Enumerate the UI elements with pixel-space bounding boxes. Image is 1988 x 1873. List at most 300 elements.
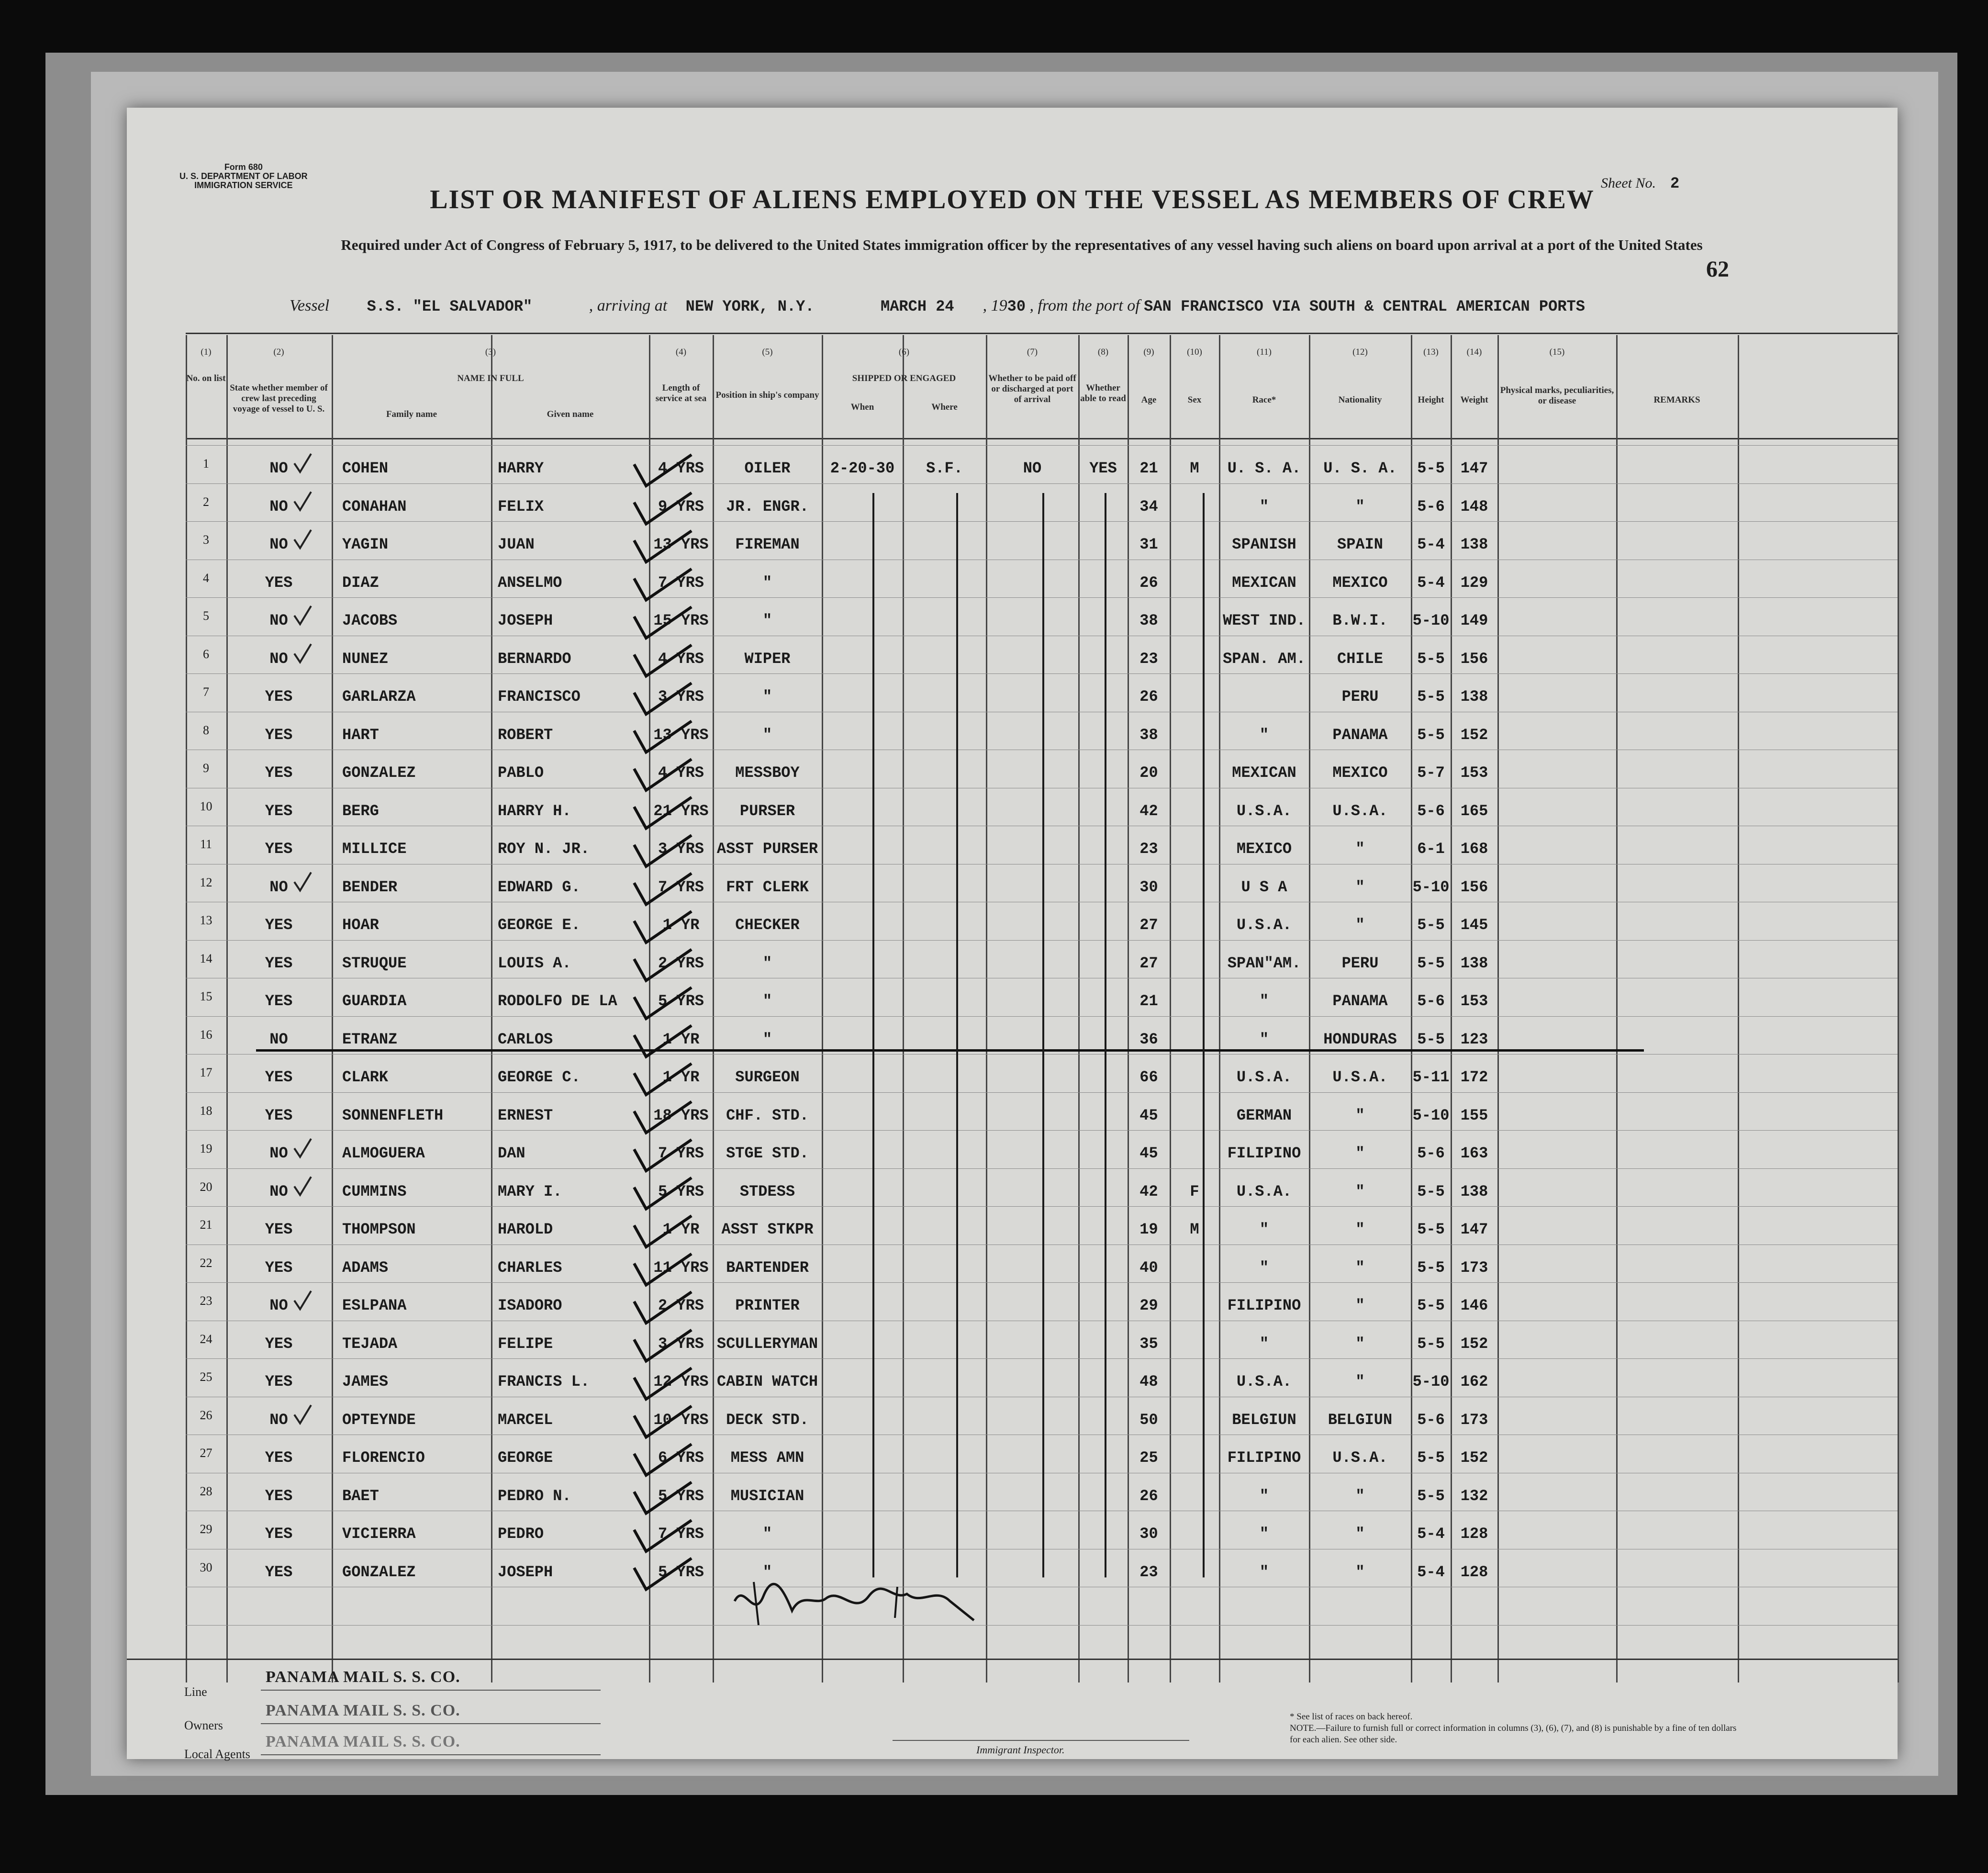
cell-where: S.F. bbox=[926, 460, 963, 477]
voyage-check-mark bbox=[294, 1139, 311, 1157]
arrival-year: 30 bbox=[1007, 298, 1026, 315]
header-previous-voyage: State whether member of crew last preceding voyage of vessel to U. S. bbox=[230, 383, 328, 414]
cell-nationality: " bbox=[1355, 1144, 1365, 1162]
cell-position: " bbox=[762, 573, 772, 592]
cell-nationality: MEXICO bbox=[1332, 764, 1388, 782]
cell-weight: 147 bbox=[1460, 1221, 1488, 1238]
header-race: Race* bbox=[1252, 395, 1276, 405]
cell-race: U S A bbox=[1241, 878, 1287, 896]
cell-race: FILIPINO bbox=[1227, 1297, 1301, 1314]
cell-service: 21 YRS bbox=[653, 802, 709, 820]
cell-given: ROBERT bbox=[498, 726, 553, 744]
voyage-check-mark bbox=[294, 530, 311, 548]
arriving-label: , arriving at bbox=[589, 297, 668, 314]
header-paid-off: Whether to be paid off or discharged at port of arrival bbox=[988, 373, 1076, 404]
cell-no: 16 bbox=[200, 1027, 212, 1042]
cell-age: 42 bbox=[1139, 802, 1158, 820]
service-check-mark bbox=[634, 1368, 692, 1399]
cell-no: 13 bbox=[200, 913, 212, 927]
cell-weight: 156 bbox=[1460, 878, 1488, 896]
service-check-mark bbox=[634, 1064, 692, 1095]
service-check-mark bbox=[634, 1102, 692, 1133]
cell-prev: NO bbox=[269, 878, 288, 896]
cell-no: 5 bbox=[203, 609, 209, 623]
cell-prev: NO bbox=[269, 1144, 288, 1162]
cell-service: 4 YRS bbox=[658, 650, 704, 668]
cell-given: ROY N. JR. bbox=[498, 840, 590, 858]
cell-nationality: " bbox=[1355, 1335, 1365, 1353]
vessel-name: S.S. "EL SALVADOR" bbox=[367, 298, 533, 315]
cell-family: OPTEYNDE bbox=[342, 1411, 416, 1429]
cell-height: 5-5 bbox=[1417, 1221, 1445, 1238]
cell-no: 25 bbox=[200, 1370, 212, 1384]
cell-given: PEDRO bbox=[498, 1525, 544, 1543]
cell-no: 18 bbox=[200, 1103, 212, 1118]
cell-nationality: PANAMA bbox=[1332, 992, 1388, 1010]
column-number: (3) bbox=[485, 347, 496, 357]
cell-prev: YES bbox=[265, 802, 293, 820]
cell-nationality: " bbox=[1355, 1487, 1365, 1505]
column-number: (8) bbox=[1097, 347, 1109, 357]
cell-race: U.S.A. bbox=[1236, 1182, 1292, 1200]
cell-given: JOSEPH bbox=[498, 1563, 553, 1581]
cell-given: FELIX bbox=[498, 497, 544, 516]
cell-position: MUSICIAN bbox=[730, 1487, 804, 1505]
cell-given: FRANCISCO bbox=[498, 688, 581, 706]
cell-height: 5-6 bbox=[1417, 1411, 1445, 1429]
cell-height: 5-7 bbox=[1417, 764, 1445, 782]
year-prefix: , 19 bbox=[983, 297, 1007, 314]
cell-nationality: U.S.A. bbox=[1332, 1068, 1388, 1086]
cell-race: SPAN. AM. bbox=[1223, 650, 1306, 668]
cell-age: 25 bbox=[1139, 1449, 1158, 1467]
cell-race: U.S.A. bbox=[1236, 1373, 1292, 1391]
cell-age: 26 bbox=[1139, 688, 1158, 706]
cell-age: 66 bbox=[1139, 1068, 1158, 1086]
cell-position: PRINTER bbox=[735, 1297, 800, 1314]
cell-given: GEORGE C. bbox=[498, 1068, 581, 1086]
cell-height: 5-10 bbox=[1412, 612, 1450, 629]
cell-position: " bbox=[762, 992, 772, 1010]
cell-height: 5-5 bbox=[1417, 726, 1445, 744]
header-given-name: Given name bbox=[547, 409, 594, 419]
cell-age: 26 bbox=[1139, 573, 1158, 592]
cell-nationality: CHILE bbox=[1337, 650, 1383, 668]
cell-nationality: B.W.I. bbox=[1332, 612, 1388, 629]
cell-prev: NO bbox=[269, 460, 288, 477]
cell-prev: NO bbox=[269, 1182, 288, 1200]
note-races: * See list of races on back hereof. bbox=[1290, 1712, 1413, 1722]
cell-no: 30 bbox=[200, 1560, 212, 1574]
cell-service: 5 YRS bbox=[658, 1487, 704, 1505]
cell-service: 15 YRS bbox=[653, 612, 709, 629]
column-number: (12) bbox=[1352, 347, 1368, 357]
cell-height: 6-1 bbox=[1417, 840, 1445, 858]
line-label: Line bbox=[184, 1685, 207, 1699]
cell-weight: 149 bbox=[1460, 612, 1488, 629]
cell-position: WIPER bbox=[744, 650, 791, 668]
header-position: Position in ship's company bbox=[715, 390, 819, 400]
cell-no: 6 bbox=[203, 647, 209, 661]
cell-age: 30 bbox=[1139, 878, 1158, 896]
voyage-check-mark bbox=[294, 1405, 311, 1424]
service-check-mark bbox=[634, 645, 692, 676]
cell-weight: 128 bbox=[1460, 1563, 1488, 1581]
cell-age: 27 bbox=[1139, 954, 1158, 972]
cell-prev: NO bbox=[269, 650, 288, 668]
cell-given: HAROLD bbox=[498, 1221, 553, 1238]
cell-position: MESS AMN bbox=[730, 1449, 804, 1467]
cell-race: " bbox=[1259, 1563, 1269, 1581]
cell-position: DECK STD. bbox=[726, 1411, 809, 1429]
cell-age: 23 bbox=[1139, 1563, 1158, 1581]
column-number: (4) bbox=[675, 347, 687, 357]
cell-height: 5-4 bbox=[1417, 573, 1445, 592]
cell-position: " bbox=[762, 954, 772, 972]
cell-family: MILLICE bbox=[342, 840, 407, 858]
column-number: (15) bbox=[1549, 347, 1565, 357]
cell-nationality: PANAMA bbox=[1332, 726, 1388, 744]
header-able-to-read: Whether able to read bbox=[1080, 383, 1126, 404]
cell-height: 5-5 bbox=[1417, 1258, 1445, 1277]
cell-height: 5-5 bbox=[1417, 1449, 1445, 1467]
cell-no: 2 bbox=[203, 494, 209, 509]
cell-race: MEXICAN bbox=[1232, 573, 1296, 592]
cell-prev: YES bbox=[265, 916, 293, 934]
cell-height: 5-10 bbox=[1412, 878, 1450, 896]
column-number: (9) bbox=[1143, 347, 1154, 357]
stamp-number: 62 bbox=[1706, 257, 1729, 282]
cell-family: SONNENFLETH bbox=[342, 1106, 444, 1124]
cell-height: 5-5 bbox=[1417, 1182, 1445, 1200]
cell-service: 1 YR bbox=[662, 1221, 700, 1238]
cell-service: 18 YRS bbox=[653, 1106, 709, 1124]
cell-service: 5 YRS bbox=[658, 1563, 704, 1581]
cell-position: " bbox=[762, 1030, 772, 1048]
inspector-signature-text: E.P. Abbott Insp bbox=[730, 1602, 764, 1607]
cell-given: CHARLES bbox=[498, 1258, 562, 1277]
cell-race: " bbox=[1259, 1221, 1269, 1238]
cell-position: BARTENDER bbox=[726, 1258, 809, 1277]
cell-service: 3 YRS bbox=[658, 840, 704, 858]
service-check-mark bbox=[634, 835, 692, 866]
cell-height: 5-6 bbox=[1417, 802, 1445, 820]
cell-position: STGE STD. bbox=[726, 1144, 809, 1162]
cell-prev: YES bbox=[265, 1106, 293, 1124]
cell-service: 13 YRS bbox=[653, 726, 709, 744]
cell-weight: 162 bbox=[1460, 1373, 1488, 1391]
column-number: (7) bbox=[1027, 347, 1038, 357]
cell-nationality: " bbox=[1355, 878, 1365, 896]
cell-race: FILIPINO bbox=[1227, 1144, 1301, 1162]
cell-service: 3 YRS bbox=[658, 688, 704, 706]
cell-given: ISADORO bbox=[498, 1297, 562, 1314]
cell-weight: 163 bbox=[1460, 1144, 1488, 1162]
cell-no: 7 bbox=[203, 685, 209, 699]
department-name: U. S. DEPARTMENT OF LABOR bbox=[179, 171, 308, 181]
inspector-label: Immigrant Inspector. bbox=[976, 1744, 1065, 1756]
cell-given: FRANCIS L. bbox=[498, 1373, 590, 1391]
cell-weight: 173 bbox=[1460, 1411, 1488, 1429]
cell-family: BAET bbox=[342, 1487, 379, 1505]
cell-when: 2-20-30 bbox=[830, 460, 895, 477]
cell-weight: 155 bbox=[1460, 1106, 1488, 1124]
cell-position: " bbox=[762, 612, 772, 629]
cell-age: 20 bbox=[1139, 764, 1158, 782]
cell-given: EDWARD G. bbox=[498, 878, 581, 896]
cell-family: JAMES bbox=[342, 1373, 389, 1391]
cell-read: YES bbox=[1089, 460, 1117, 477]
cell-given: HARRY H. bbox=[498, 802, 571, 820]
cell-height: 5-5 bbox=[1417, 916, 1445, 934]
cell-service: 5 YRS bbox=[658, 1182, 704, 1200]
cell-service: 1 YR bbox=[662, 1068, 700, 1086]
service-check-mark bbox=[634, 569, 692, 600]
cell-race: MEXICO bbox=[1236, 840, 1292, 858]
cell-family: CUMMINS bbox=[342, 1182, 407, 1200]
cell-family: GONZALEZ bbox=[342, 1563, 416, 1581]
departure-port: SAN FRANCISCO VIA SOUTH & CENTRAL AMERICAN PORTS bbox=[1144, 298, 1585, 315]
cell-service: 3 YRS bbox=[658, 1335, 704, 1353]
header-length-of-service: Length of service at sea bbox=[655, 383, 707, 404]
service-check-mark bbox=[634, 759, 692, 790]
voyage-check-mark bbox=[294, 644, 311, 662]
cell-race: " bbox=[1259, 1258, 1269, 1277]
cell-family: GUARDIA bbox=[342, 992, 407, 1010]
cell-age: 26 bbox=[1139, 1487, 1158, 1505]
cell-no: 3 bbox=[203, 533, 209, 547]
cell-no: 21 bbox=[200, 1218, 212, 1232]
cell-weight: 153 bbox=[1460, 992, 1488, 1010]
cell-race: " bbox=[1259, 726, 1269, 744]
cell-no: 12 bbox=[200, 875, 212, 889]
check-marks bbox=[127, 108, 1898, 1759]
cell-position: STDESS bbox=[739, 1182, 795, 1200]
cell-no: 8 bbox=[203, 723, 209, 737]
cell-given: CARLOS bbox=[498, 1030, 553, 1048]
cell-race: SPAN"AM. bbox=[1227, 954, 1301, 972]
cell-position: FRT CLERK bbox=[726, 878, 809, 896]
note-fine: NOTE.—Failure to furnish full or correct information in columns (3), (6), (7), and (8) is punishable by a fine of ten dollars for each alien. See other side. bbox=[1290, 1723, 1737, 1745]
cell-service: 7 YRS bbox=[658, 573, 704, 592]
from-label: , from the port of bbox=[1029, 297, 1140, 314]
cell-race: " bbox=[1259, 1525, 1269, 1543]
cell-height: 5-6 bbox=[1417, 497, 1445, 516]
header-age: Age bbox=[1141, 395, 1157, 405]
header-weight: Weight bbox=[1460, 395, 1488, 405]
owners-label: Owners bbox=[184, 1718, 223, 1732]
cell-age: 36 bbox=[1139, 1030, 1158, 1048]
cell-service: 1 YR bbox=[662, 916, 700, 934]
cell-family: THOMPSON bbox=[342, 1221, 416, 1238]
service-check-mark bbox=[634, 1140, 692, 1171]
header-name-in-full: NAME IN FULL bbox=[457, 373, 524, 383]
header-when: When bbox=[850, 402, 874, 412]
service-check-mark bbox=[634, 493, 692, 524]
cell-given: FELIPE bbox=[498, 1335, 553, 1353]
service-check-mark bbox=[634, 1444, 692, 1475]
voyage-check-mark bbox=[294, 492, 311, 510]
cell-prev: NO bbox=[269, 536, 288, 553]
cell-nationality: " bbox=[1355, 1563, 1365, 1581]
cell-family: DIAZ bbox=[342, 573, 379, 592]
cell-race: " bbox=[1259, 1487, 1269, 1505]
cell-position: SCULLERYMAN bbox=[716, 1335, 818, 1353]
column-number: (11) bbox=[1257, 347, 1272, 357]
cell-given: PEDRO N. bbox=[498, 1487, 571, 1505]
cell-weight: 152 bbox=[1460, 1449, 1488, 1467]
cell-service: 2 YRS bbox=[658, 954, 704, 972]
cell-prev: YES bbox=[265, 840, 293, 858]
cell-nationality: U. S. A. bbox=[1323, 460, 1397, 477]
cell-nationality: " bbox=[1355, 497, 1365, 516]
cell-weight: 129 bbox=[1460, 573, 1488, 592]
cell-age: 45 bbox=[1139, 1144, 1158, 1162]
cell-sex: F bbox=[1190, 1182, 1199, 1200]
cell-given: BERNARDO bbox=[498, 650, 571, 668]
cell-weight: 138 bbox=[1460, 954, 1488, 972]
header-shipped-or-engaged: SHIPPED OR ENGAGED bbox=[852, 373, 956, 383]
cell-no: 26 bbox=[200, 1408, 212, 1422]
cell-weight: 173 bbox=[1460, 1258, 1488, 1277]
cell-nationality: " bbox=[1355, 1106, 1365, 1124]
service-check-mark bbox=[634, 607, 692, 638]
cell-age: 31 bbox=[1139, 536, 1158, 553]
cell-no: 24 bbox=[200, 1332, 212, 1346]
cell-nationality: " bbox=[1355, 1258, 1365, 1277]
cell-position: " bbox=[762, 1563, 772, 1581]
column-number: (6) bbox=[898, 347, 910, 357]
column-number: (5) bbox=[762, 347, 773, 357]
cell-nationality: PERU bbox=[1341, 688, 1379, 706]
voyage-check-mark bbox=[294, 454, 311, 472]
cell-given: JUAN bbox=[498, 536, 535, 553]
column-number: (14) bbox=[1466, 347, 1482, 357]
cell-height: 5-5 bbox=[1417, 1030, 1445, 1048]
cell-nationality: PERU bbox=[1341, 954, 1379, 972]
cell-nationality: U.S.A. bbox=[1332, 802, 1388, 820]
cell-family: GARLARZA bbox=[342, 688, 416, 706]
cell-given: MARCEL bbox=[498, 1411, 553, 1429]
cell-no: 4 bbox=[203, 571, 209, 585]
cell-race: SPANISH bbox=[1232, 536, 1296, 553]
sheet-number-label: Sheet No. bbox=[1601, 175, 1656, 191]
cell-family: CONAHAN bbox=[342, 497, 407, 516]
column-number: (10) bbox=[1187, 347, 1202, 357]
cell-race: U.S.A. bbox=[1236, 802, 1292, 820]
cell-height: 5-4 bbox=[1417, 1563, 1445, 1581]
sheet-number-value: 2 bbox=[1670, 175, 1680, 192]
service-check-mark bbox=[634, 455, 692, 486]
cell-family: JACOBS bbox=[342, 612, 398, 629]
cell-prev: NO bbox=[269, 1297, 288, 1314]
cell-height: 5-4 bbox=[1417, 1525, 1445, 1543]
cell-age: 27 bbox=[1139, 916, 1158, 934]
cell-family: ALMOGUERA bbox=[342, 1144, 425, 1162]
cell-given: RODOLFO DE LA bbox=[498, 992, 617, 1010]
cell-service: 9 YRS bbox=[658, 497, 704, 516]
cell-weight: 145 bbox=[1460, 916, 1488, 934]
cell-family: ESLPANA bbox=[342, 1297, 407, 1314]
cell-weight: 156 bbox=[1460, 650, 1488, 668]
cell-prev: NO bbox=[269, 612, 288, 629]
cell-no: 29 bbox=[200, 1522, 212, 1536]
service-check-mark bbox=[634, 1559, 692, 1590]
cell-race: U. S. A. bbox=[1227, 460, 1301, 477]
page-title: LIST OR MANIFEST OF ALIENS EMPLOYED ON THE VESSEL AS MEMBERS OF CREW bbox=[430, 185, 1595, 214]
service-name: IMMIGRATION SERVICE bbox=[194, 180, 293, 190]
cell-family: BENDER bbox=[342, 878, 398, 896]
header-no-on-list: No. on list bbox=[186, 373, 226, 383]
cell-age: 38 bbox=[1139, 726, 1158, 744]
cell-prev: YES bbox=[265, 688, 293, 706]
cell-nationality: " bbox=[1355, 1221, 1365, 1238]
cell-service: 6 YRS bbox=[658, 1449, 704, 1467]
cell-no: 20 bbox=[200, 1179, 212, 1194]
cell-nationality: U.S.A. bbox=[1332, 1449, 1388, 1467]
column-number: (2) bbox=[273, 347, 284, 357]
cell-given: JOSEPH bbox=[498, 612, 553, 629]
cell-sex: M bbox=[1190, 460, 1199, 477]
cell-service: 5 YRS bbox=[658, 992, 704, 1010]
cell-prev: YES bbox=[265, 992, 293, 1010]
service-check-mark bbox=[634, 911, 692, 942]
cell-weight: 172 bbox=[1460, 1068, 1488, 1086]
cell-prev: YES bbox=[265, 573, 293, 592]
cell-given: GEORGE E. bbox=[498, 916, 581, 934]
voyage-check-mark bbox=[294, 606, 311, 624]
cell-family: HOAR bbox=[342, 916, 379, 934]
cell-age: 23 bbox=[1139, 650, 1158, 668]
service-check-mark bbox=[634, 531, 692, 562]
cell-service: 4 YRS bbox=[658, 460, 704, 477]
cell-given: HARRY bbox=[498, 460, 544, 477]
cell-family: ADAMS bbox=[342, 1258, 389, 1277]
header-remarks: REMARKS bbox=[1653, 395, 1700, 405]
cell-position: " bbox=[762, 726, 772, 744]
cell-height: 5-5 bbox=[1417, 1297, 1445, 1314]
cell-given: LOUIS A. bbox=[498, 954, 571, 972]
cell-no: 9 bbox=[203, 761, 209, 775]
cell-age: 38 bbox=[1139, 612, 1158, 629]
cell-age: 45 bbox=[1139, 1106, 1158, 1124]
cell-service: 4 YRS bbox=[658, 764, 704, 782]
cell-position: CHECKER bbox=[735, 916, 800, 934]
cell-height: 5-10 bbox=[1412, 1373, 1450, 1391]
cell-position: SURGEON bbox=[735, 1068, 800, 1086]
service-check-mark bbox=[634, 1406, 692, 1437]
cell-position: " bbox=[762, 688, 772, 706]
cell-weight: 138 bbox=[1460, 536, 1488, 553]
cell-position: PURSER bbox=[739, 802, 795, 820]
owners-value: PANAMA MAIL S. S. CO. bbox=[266, 1702, 460, 1719]
cell-position: " bbox=[762, 1525, 772, 1543]
service-check-mark bbox=[634, 683, 692, 714]
cell-nationality: HONDURAS bbox=[1323, 1030, 1397, 1048]
header-family-name: Family name bbox=[386, 409, 437, 419]
cell-prev: YES bbox=[265, 954, 293, 972]
header-where: Where bbox=[931, 402, 958, 412]
cell-service: 11 YRS bbox=[653, 1258, 709, 1277]
cell-nationality: BELGIUN bbox=[1328, 1411, 1393, 1429]
cell-family: GONZALEZ bbox=[342, 764, 416, 782]
cell-given: GEORGE bbox=[498, 1449, 553, 1467]
cell-age: 23 bbox=[1139, 840, 1158, 858]
cell-age: 29 bbox=[1139, 1297, 1158, 1314]
service-check-mark bbox=[634, 987, 692, 1019]
cell-nationality: " bbox=[1355, 1525, 1365, 1543]
cell-family: NUNEZ bbox=[342, 650, 389, 668]
